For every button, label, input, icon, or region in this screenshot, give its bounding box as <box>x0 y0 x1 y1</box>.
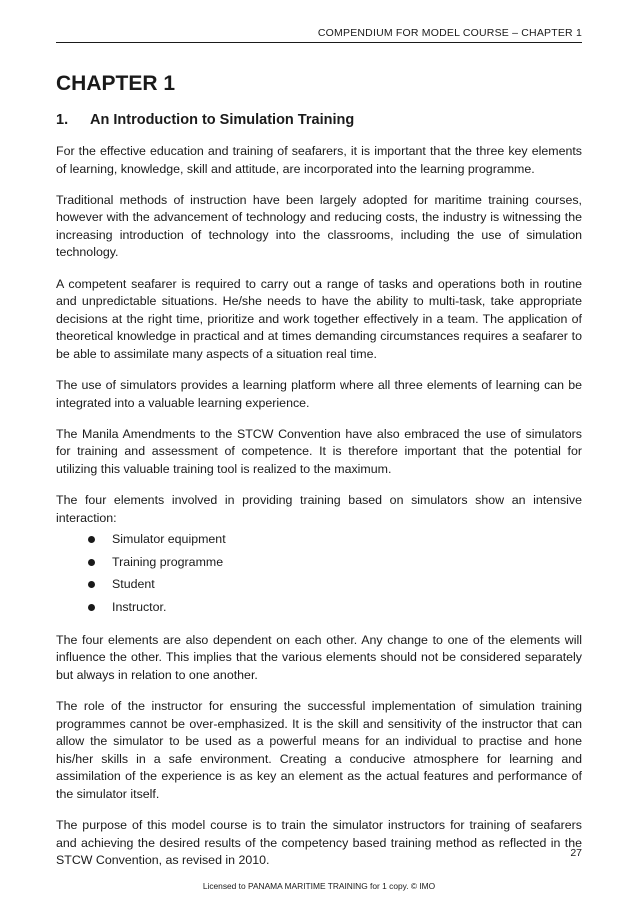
list-item-label: Instructor. <box>112 599 167 614</box>
list-item-label: Student <box>112 577 155 592</box>
list-item <box>56 596 582 619</box>
paragraph: The role of the instructor for ensuring the successful implementation of simulation training programmes cannot be over-emphasized. It is the skill and sensitivity of the instructor that can allow the simulator to be used as a powerful means for an individual to practise and hone his/her skills in a safe environment. Creating a conducive atmosphere for learning and assimilation of the experience is as key an element as the actual features and performance of the simulator itself. <box>56 698 582 801</box>
bullet-dot-icon <box>88 604 95 611</box>
paragraph: The four elements are also dependent on each other. Any change to one of the elements will influence the other. This implies that the various elements should not be considered separately but always in relation to one another. <box>56 632 582 682</box>
list-item <box>56 528 582 551</box>
body-text <box>56 143 582 883</box>
paragraph: For the effective education and training of seafarers, it is important that the three key elements of learning, knowledge, skill and attitude, are incorporated into the learning programme. <box>56 144 582 176</box>
running-header: COMPENDIUM FOR MODEL COURSE – CHAPTER 1 <box>317 27 582 39</box>
section-heading <box>56 111 582 129</box>
bullet-dot-icon <box>88 536 95 543</box>
list-item-label: Simulator equipment <box>112 532 226 547</box>
list-item-label: Training programme <box>112 554 224 569</box>
section-title: An Introduction to Simulation Training <box>90 112 355 128</box>
paragraph: A competent seafarer is required to carry out a range of tasks and operations both in routine and unpredictable situations. He/she needs to have the ability to multi-task, take appropriate decisions at the right time, prioritize and work together effectively in a team. The application of theoretical knowledge in practical and at times demanding circumstances requires a seafarer to be able to assimilate many aspects of a situation real time. <box>56 276 582 361</box>
page-number: 27 <box>570 847 582 859</box>
elements-list <box>56 528 582 618</box>
license-footer: Licensed to PANAMA MARITIME TRAINING for 1 copy. © IMO <box>202 881 436 891</box>
chapter-title: CHAPTER 1 <box>56 72 176 95</box>
list-item <box>56 551 582 574</box>
bullet-dot-icon <box>88 581 95 588</box>
section-number: 1. <box>56 112 69 128</box>
paragraph: The Manila Amendments to the STCW Convention have also embraced the use of simulators for training and assessment of competence. It is therefore important that the potential for utilizing this valuable training tool is realized to the maximum. <box>56 426 582 476</box>
list-item <box>56 573 582 596</box>
paragraph: Traditional methods of instruction have been largely adopted for maritime training courses, however with the advancement of technology and reducing costs, the industry is witnessing the increasing introduction of technology into the classrooms, including the use of simulation technology. <box>56 192 582 260</box>
paragraph: The use of simulators provides a learning platform where all three elements of learning can be integrated into a valuable learning experience. <box>56 378 582 410</box>
bullet-dot-icon <box>88 559 95 566</box>
paragraph: The four elements involved in providing training based on simulators show an intensive interaction: <box>56 493 582 525</box>
header-rule <box>56 42 582 43</box>
paragraph: The purpose of this model course is to train the simulator instructors for training of seafarers and achieving the desired results of the competency based training method as reflected in the STCW Convention, as revised in 2010. <box>56 818 582 868</box>
